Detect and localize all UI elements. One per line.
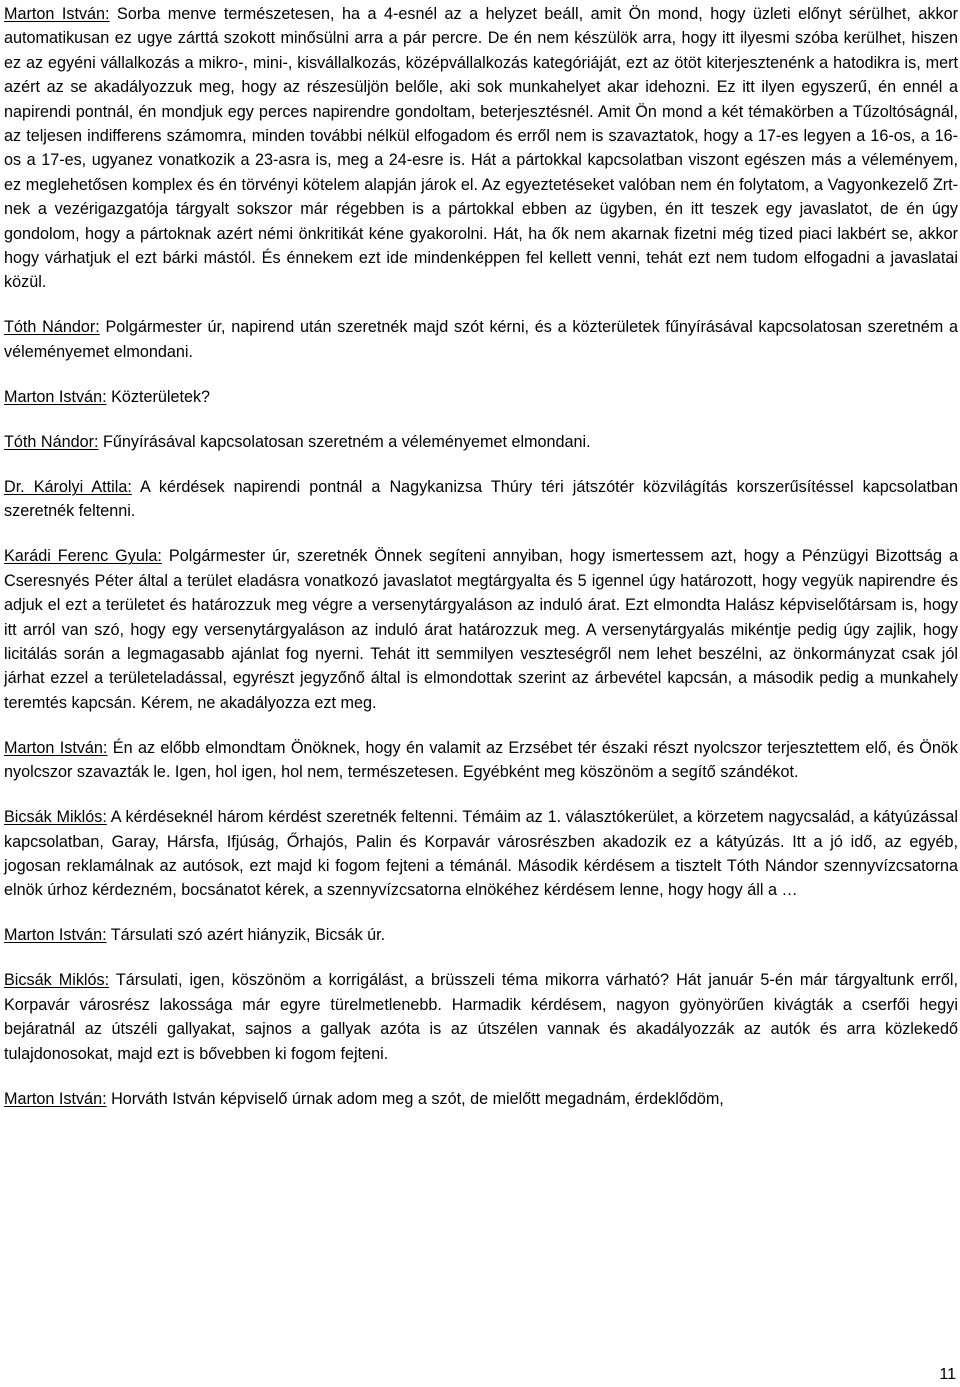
speaker-name: Tóth Nándor: [4,318,100,337]
speech-text: Társulati szó azért hiányzik, Bicsák úr. [106,926,386,945]
transcript-paragraph [4,475,958,524]
speech-text: A kérdések napirendi pontnál a Nagykanizsa Thúry téri játszótér közvilágítás korszerűsítéssel kapcsolatban szeretnék feltenni. [4,477,958,521]
speaker-name: Bicsák Miklós: [4,971,110,990]
speech-text: Sorba menve természetesen, ha a 4-esnél az a helyzet beáll, amit Ön mond, hogy üzleti előnyt sérülhet, akkor automatikusan ez ugye zárttá szokott minősülni arra a pár percre. De én nem készülök arra, hogy itt ilyesmi szóba kerülhet, hiszen ez az egyéni vállalkozás a mikro-, mini-, kisvállalkozás, középvállalkozás kategóriáját, ezt az ötöt kiterjesztenénk a hatodikra is, mert azért az se akadályozzuk meg, hogy az részesüljön belőle, aki sok munkahelyet akar idehozni. Ez itt ilyen egyszerű, én ennél a napirendi pontnál, én mondjuk egy perces napirendre gondoltam, beterjesztésnél. Amit Ön mond a két témakörben a Tűzoltóságnál, az teljesen indifferens számomra, minden további nélkül elfogadom és erről nem is szavaztatok, hogy a 17-es legyen a 16-os, a 16-os a 17-es, ugyanez vonatkozik a 23-asra is, meg a 24-esre is. Hát a pártokkal kapcsolatban viszont egészen más a véleményem, ez meglehetősen komplex és én törvényi kötelem alapján járok el. Az egyeztetéseket valóban nem én folytatom, a Vagyonkezelő Zrt-nek a vezérigazgatója tárgyalt sokszor már régebben is a pártokkal ebben az ügyben, én itt teszek egy javaslatot, de én úgy gondolom, hogy a pártoknak azért némi önkritikát kéne gyakorolni. Hát, ha ők nem akarnak fizetni még tized piaci lakbért se, akkor hogy várhatjuk el ezt bárki mástól. És énnekem ezt ide mindenképpen fel kellett venni, tehát ezt nem tudom elfogadni a javaslatai közül. [4,5,958,292]
speaker-name: Marton István: [4,1089,107,1108]
transcript-page [4,2,958,1132]
speech-text: Fűnyírásával kapcsolatosan szeretném a véleményemet elmondani. [98,432,591,451]
speaker-name: Marton István: [4,738,108,757]
transcript-paragraph [4,1087,958,1111]
speech-text: Polgármester úr, szeretnék Önnek segíteni annyiban, hogy ismertessem azt, hogy a Pénzügyi Bizottság a Cseresnyés Péter által a terület eladásra vonatkozó javaslatot megtárgyalta és 5 igennel úgy határozott, hogy vegyük napirendre és adjuk el ezt a területet és határozzuk meg végre a versenytárgyaláson az induló árat. Ezt elmondta Halász képviselőtársam is, hogy itt arról van szó, hogy egy versenytárgyaláson az induló árat határozzuk meg. A versenytárgyalás mikéntje pedig úgy zajlik, hogy licitálás során a legmagasabb ajánlat fog nyerni. Tehát itt semmilyen veszteségről nem lehet beszélni, az önkormányzat csak jól járhat ezzel a területeladással, egyrészt jegyzőnő által is elmondottak szerint az árbevétel kapcsán, a második pedig a munkahely teremtés kapcsán. Kérem, ne akadályozza ezt meg. [4,547,959,712]
transcript-paragraph [4,923,958,947]
transcript-paragraph [4,315,958,364]
speaker-name: Tóth Nándor: [4,432,99,451]
speaker-name: Marton István: [4,5,110,23]
transcript-paragraph [4,968,958,1066]
transcript-paragraph [4,2,958,295]
speech-text: A kérdéseknél három kérdést szeretnék feltenni. Témáim az 1. választókerület, a körzetem nagycsalád, a kátyúzással kapcsolatban, Garay, Hársfa, Ifjúság, Őrhajós, Palin és Korpavár városrészben akadozik ez a kátyúzás. Itt a jó idő, az egyéb, jogosan reklamálnak az autósok, ezt majd ki fogom fejteni a témánál. Második kérdésem a tisztelt Tóth Nándor szennyvízcsatorna elnök úrhoz kérdezném, bocsánatot kérek, a szennyvízcsatorna elnökéhez kérdésem lenne, hogy hogy áll a … [4,808,958,900]
speech-text: Polgármester úr, napirend után szeretnék majd szót kérni, és a közterületek fűnyírásával kapcsolatosan szeretném a véleményemet elmondani. [4,318,958,361]
speaker-name: Marton István: [4,387,107,406]
speech-text: Én az előbb elmondtam Önöknek, hogy én valamit az Erzsébet tér északi részt nyolcszor terjesztettem elő, és Önök nyolcszor szavazták le. Igen, hol igen, hol nem, természetesen. Egyébként meg köszönöm a segítő szándékot. [4,738,958,782]
speaker-name: Karádi Ferenc Gyula: [4,547,162,566]
transcript-paragraph [4,805,958,903]
speech-text: Horváth István képviselő úrnak adom meg a szót, de mielőtt megadnám, érdeklődöm, [106,1089,724,1108]
transcript-paragraph [4,736,958,785]
speaker-name: Bicsák Miklós: [4,808,107,827]
speech-text: Társulati, igen, köszönöm a korrigálást, a brüsszeli téma mikorra várható? Hát január 5-én már tárgyaltunk erről, Korpavár városrész lakossága már egyre türelmetlenebb. Harmadik kérdésem, nagyon gyönyörűen kivágták a cserfői hegyi bejáratnál az útszéli gallyakat, sajnos a gallyak azóta is az útszélen vannak és akadályozzák az autók és arra közlekedő tulajdonosokat, majd ezt is bővebben ki fogom fejteni. [4,971,958,1063]
speaker-name: Marton István: [4,926,107,945]
transcript-paragraph [4,385,958,409]
speaker-name: Dr. Károlyi Attila: [4,477,132,496]
speech-text: Közterületek? [106,387,211,406]
transcript-paragraph [4,544,958,715]
page-number: 11 [939,1366,956,1383]
transcript-paragraph [4,430,958,454]
